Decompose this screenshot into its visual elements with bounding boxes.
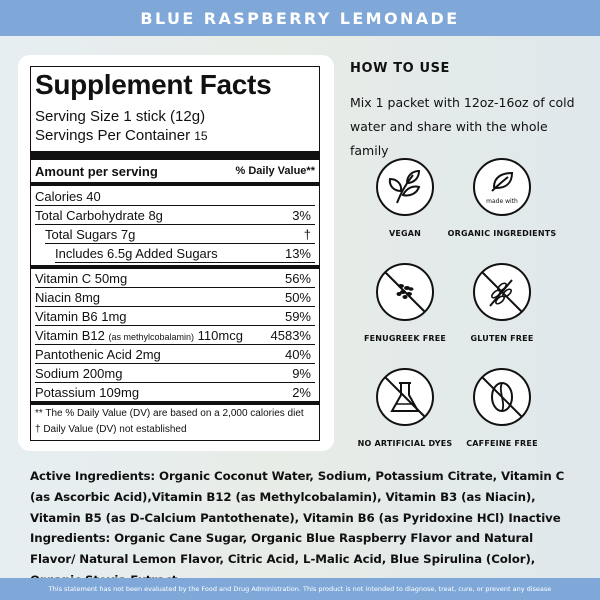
badge-label-gluten: GLUTEN FREE: [470, 334, 534, 343]
coffee-bean-icon: [472, 367, 532, 427]
nutrient-row: [35, 289, 315, 307]
nutrient-row: [45, 226, 315, 244]
nutrient-name: Includes 6.5g Added Sugars: [55, 246, 218, 261]
servings-label: Servings Per Container: [35, 127, 191, 144]
badge-label-fenugreek: FENUGREEK FREE: [363, 334, 447, 343]
wheat-icon: [472, 262, 532, 322]
nutrient-row: [35, 270, 315, 288]
nutrient-name: Calories 40: [35, 189, 101, 204]
amount-header-row: [35, 164, 315, 180]
nutrient-label: Vitamin B12: [35, 328, 105, 343]
nutrient-row: [35, 346, 315, 364]
nutrient-dv: 40%: [284, 347, 311, 362]
flask-icon: [375, 367, 435, 427]
nutrient-dv: 3%: [292, 208, 311, 223]
nutrient-row: [35, 308, 315, 326]
nutrient-dv: 56%: [284, 271, 311, 286]
ingredients-text: Active Ingredients: Organic Coconut Water, Sodium, Potassium Citrate, Vitamin C (as Ascorbic Acid),Vitamin B12 (as Methylcobalamin), Vitamin B3 (as Niacin), Vitamin B5 (as D-Calcium Pantothenate), Vitamin B6 (as Pyridoxine HCl) Inactive Ingredients: Organic Cane Sugar, Organic Blue Raspberry Flavor and Natural Flavor/ Natural Lemon Flavor, Citric Acid, L-Malic Acid, Blue Spirulina (Color),: [30, 469, 565, 567]
nutrient-name: Sodium 200mg: [35, 366, 123, 381]
amount-per-serving-header: Amount per serving: [35, 164, 158, 179]
nutrient-dv: 2%: [292, 385, 311, 400]
divider-medium: [31, 401, 319, 405]
nutrient-dv: †: [303, 227, 311, 242]
not-established-footnote: † Daily Value (DV) not established: [35, 424, 187, 435]
divider-thick: [31, 151, 319, 160]
nutrient-name: Potassium 109mg: [35, 385, 140, 400]
supplement-facts-title: Supplement Facts: [35, 69, 272, 100]
nutrient-row: [35, 327, 315, 345]
divider-medium: [31, 265, 319, 269]
badge-label-organic: ORGANIC INGREDIENTS: [447, 229, 557, 238]
fda-disclaimer: This statement has not been evaluated by the Food and Drug Administration. This product is not intended to diagnose, treat, cure, or prevent any disease: [48, 585, 552, 593]
nutrient-row: [35, 365, 315, 383]
flavor-title: BLUE RASPBERRY LEMONADE: [140, 8, 460, 28]
nutrient-name: Vitamin C 50mg: [35, 271, 128, 286]
fenugreek-seeds-icon: [375, 262, 435, 322]
organic-badge-text: made with: [486, 198, 518, 205]
how-to-use-title: HOW TO USE: [350, 61, 451, 76]
leaves-icon: [375, 157, 435, 217]
nutrient-dv: 9%: [292, 366, 311, 381]
nutrient-name: [35, 328, 243, 343]
nutrient-dv: 59%: [284, 309, 311, 324]
badge-label-caffeine: CAFFEINE FREE: [466, 439, 538, 448]
nutrient-row: [35, 207, 315, 225]
fda-disclaimer-bar: [0, 578, 600, 600]
top-banner: [0, 0, 600, 36]
servings-value: 15: [194, 129, 208, 143]
serving-size: Serving Size 1 stick (12g): [35, 108, 206, 125]
nutrient-name: Total Carbohydrate 8g: [35, 208, 163, 223]
nutrient-note: (as methylcobalamin): [108, 332, 195, 342]
badge-label-vegan: VEGAN: [388, 229, 422, 238]
divider-medium: [31, 182, 319, 186]
nutrient-name: Total Sugars 7g: [45, 227, 136, 242]
servings-per-container: [35, 127, 208, 144]
nutrient-dv: 13%: [284, 246, 311, 261]
nutrient-name: Vitamin B6 1mg: [35, 309, 127, 324]
how-to-use-text: Mix 1 packet with 12oz-16oz of cold water and share with the whole family: [350, 95, 575, 158]
daily-value-footnote: ** The % Daily Value (DV) are based on a 2,000 calories diet: [35, 408, 304, 419]
badge-label-dyes: NO ARTIFICIAL DYES: [357, 439, 453, 448]
supplement-facts-panel: [30, 66, 320, 441]
organic-leaf-icon: [472, 157, 532, 217]
daily-value-header: % Daily Value**: [235, 165, 315, 177]
nutrient-dv: 50%: [284, 290, 311, 305]
nutrient-name: Niacin 8mg: [35, 290, 101, 305]
nutrient-name: Pantothenic Acid 2mg: [35, 347, 161, 362]
nutrient-dv: 4583%: [270, 328, 311, 343]
nutrient-row: [35, 384, 315, 402]
nutrient-row: [35, 188, 315, 206]
nutrient-row: [55, 245, 315, 263]
nutrient-amount: 110mcg: [197, 328, 243, 343]
